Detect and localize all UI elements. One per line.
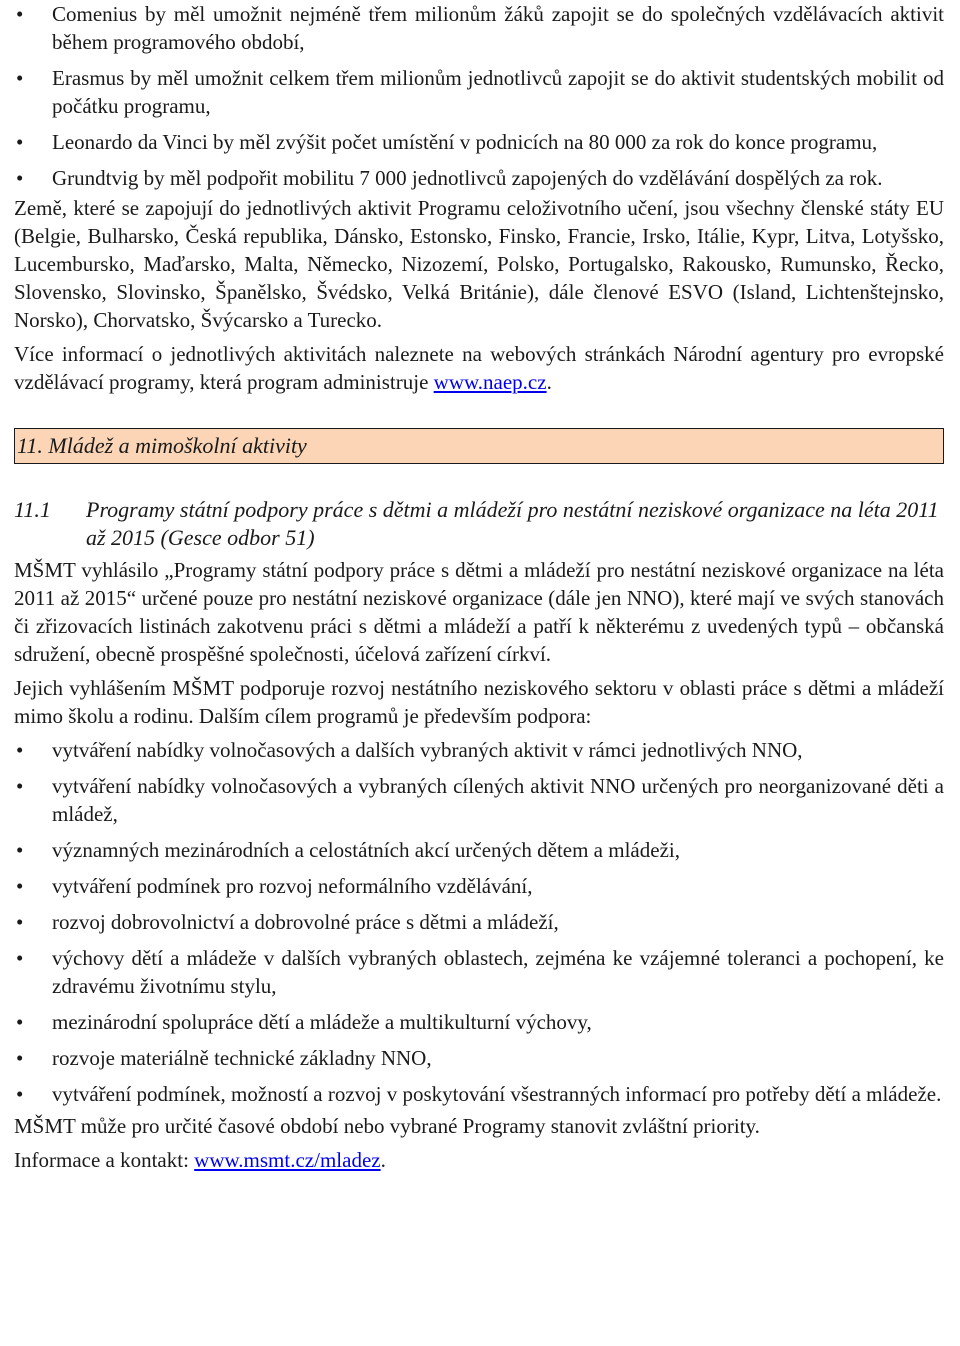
msmt-link[interactable]: www.msmt.cz/mladez [194,1148,381,1172]
section-title: Mládež a mimoškolní aktivity [48,433,307,458]
list-item [14,836,944,864]
bullet-icon: • [16,1010,24,1034]
list-item [14,944,944,1000]
bullet-icon: • [16,838,24,862]
bullet-icon: • [16,2,24,26]
list-item [14,0,944,56]
paragraph-info-suffix: . [546,370,552,394]
list-item-text: výchovy dětí a mládeže v dalších vybraných oblastech, zejména ke vzájemné toleranci a pochopení, ke zdravému životnímu stylu, [52,946,944,998]
list-item-text: mezinárodní spolupráce dětí a mládeže a multikulturní výchovy, [52,1010,592,1034]
list-item-text: vytváření podmínek, možností a rozvoj v poskytování všestranných informací pro potřeby dětí a mládeže. [52,1082,942,1106]
list-item-text: rozvoj dobrovolnictví a dobrovolné práce s dětmi a mládeží, [52,910,559,934]
bullet-icon: • [16,946,24,970]
bullet-icon: • [16,874,24,898]
bullet-list-top [14,0,944,192]
list-item [14,908,944,936]
list-item [14,128,944,156]
bullet-icon: • [16,1046,24,1070]
bullet-icon: • [16,738,24,762]
subsection-number: 11.1 [14,497,51,522]
list-item [14,772,944,828]
list-item [14,1008,944,1036]
list-item-text: Comenius by měl umožnit nejméně třem milionům žáků zapojit se do společných vzdělávacích aktivit během programového období, [52,2,944,54]
paragraph-info-text: Více informací o jednotlivých aktivitách naleznete na webových stránkách Národní agentury pro evropské vzdělávací programy, která program administruje [14,342,944,394]
list-item [14,872,944,900]
list-item-text: rozvoje materiálně technické základny NNO, [52,1046,432,1070]
paragraph-contact [14,1146,944,1174]
list-item [14,1080,944,1108]
bullet-icon: • [16,910,24,934]
list-item-text: vytváření nabídky volnočasových a vybraných cílených aktivit NNO určených pro neorganizované děti a mládež, [52,774,944,826]
subsection-heading [14,496,944,552]
paragraph-info [14,340,944,396]
bullet-icon: • [16,774,24,798]
bullet-icon: • [16,66,24,90]
paragraph-contact-suffix: . [380,1148,386,1172]
paragraph-priorities: MŠMT může pro určité časové období nebo vybrané Programy stanovit zvláštní priority. [14,1114,760,1138]
naep-link[interactable]: www.naep.cz [433,370,547,394]
section-heading [14,428,944,464]
bullet-icon: • [16,166,24,190]
paragraph-countries: Země, které se zapojují do jednotlivých aktivit Programu celoživotního učení, jsou všechny členské státy EU (Belgie, Bulharsko, Česká republika, Dánsko, Estonsko, Finsko, Francie, Irsko, Itálie, Kypr, Litva, Lotyšsko, Lucembursko, Maďarsko, Malta, Německo, Nizozemí, Polsko, Portugalsko, Rakousko, Rumunsko, Řecko, Slovensko, Slovinsko, Španělsko, Švédsko, Velká Británie), dále členové ESVO (Island, Lichtenštejnsko, Norsko), Chorvatsko, Švýcarsko a Turecko. [14,196,944,332]
list-item-text: vytváření podmínek pro rozvoj neformálního vzdělávání, [52,874,533,898]
list-item-text: Grundtvig by měl podpořit mobilitu 7 000 jednotlivců zapojených do vzdělávání dospělých za rok. [52,166,883,190]
bullet-icon: • [16,1082,24,1106]
list-item-text: vytváření nabídky volnočasových a dalších vybraných aktivit v rámci jednotlivých NNO, [52,738,803,762]
list-item [14,164,944,192]
list-item-text: Erasmus by měl umožnit celkem třem milionům jednotlivců zapojit se do aktivit studentských mobilit od počátku programu, [52,66,944,118]
bullet-list-bottom [14,736,944,1108]
paragraph-contact-text: Informace a kontakt: [14,1148,195,1172]
list-item [14,1044,944,1072]
subsection-title: Programy státní podpory práce s dětmi a mládeží pro nestátní neziskové organizace na léta 2011 až 2015 (Gesce odbor 51) [86,497,939,550]
list-item-text: významných mezinárodních a celostátních akcí určených dětem a mládeži, [52,838,680,862]
paragraph-msmt-support: Jejich vyhlášením MŠMT podporuje rozvoj nestátního neziskového sektoru v oblasti práce s dětmi a mládeží mimo školu a rodinu. Dalším cílem programů je především podpora: [14,676,944,728]
section-number: 11. [17,433,43,458]
list-item-text: Leonardo da Vinci by měl zvýšit počet umístění v podnicích na 80 000 za rok do konce programu, [52,130,878,154]
paragraph-msmt-announcement: MŠMT vyhlásilo „Programy státní podpory práce s dětmi a mládeží pro nestátní neziskové organizace na léta 2011 až 2015“ určené pouze pro nestátní neziskové organizace (dále jen NNO), které mají ve svých stanovách či zřizovacích listinách zakotvenu práci s dětmi a mládeží a patří k některému z uvedených typů – občanská sdružení, obecně prospěšné společnosti, účelová zařízení církví. [14,558,944,666]
list-item [14,64,944,120]
bullet-icon: • [16,130,24,154]
list-item [14,736,944,764]
